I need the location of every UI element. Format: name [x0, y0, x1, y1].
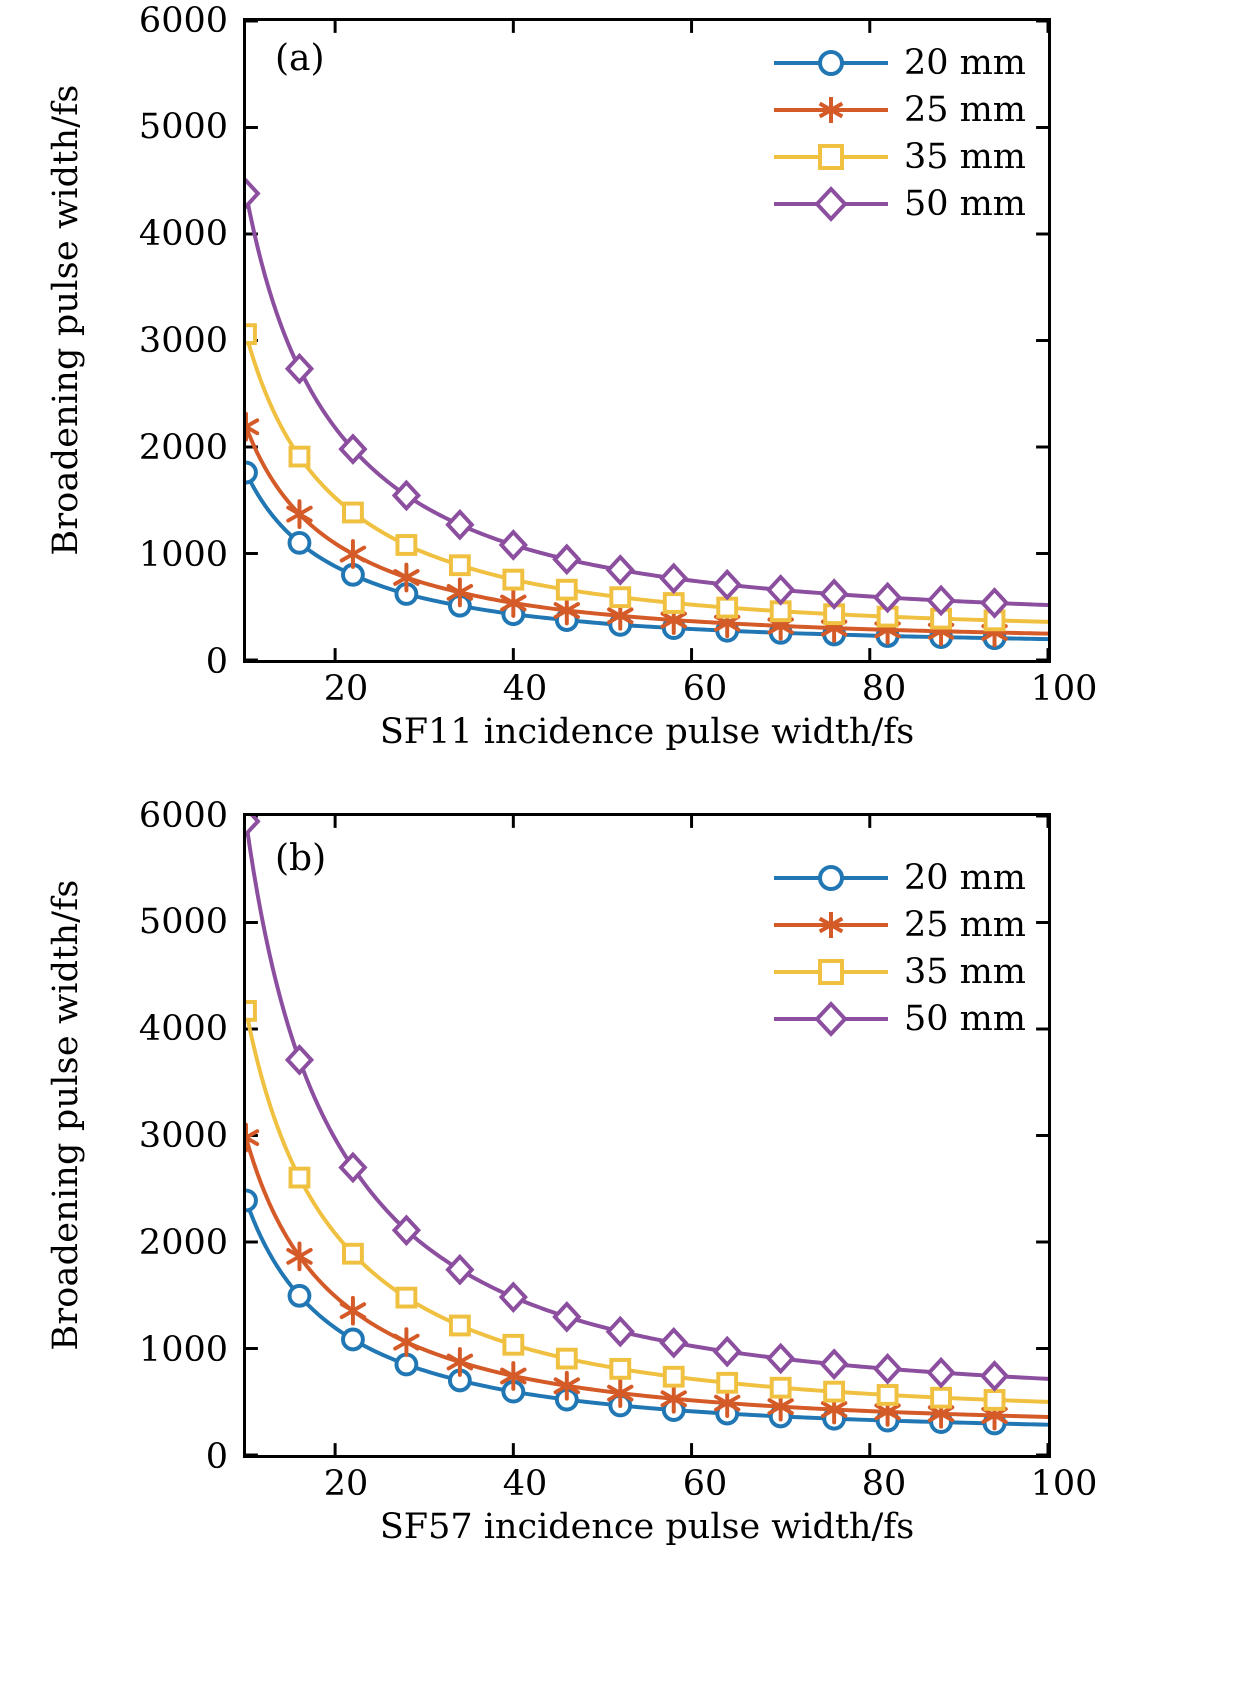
panel-tag-a: (a) [275, 38, 325, 79]
legend-item [772, 854, 1026, 901]
y-tick-label: 1000 [138, 535, 228, 575]
y-tick-label: 4000 [138, 214, 228, 254]
legend-item [772, 133, 1026, 180]
legend-sample-35mm [772, 137, 890, 177]
legend-b [766, 848, 1036, 1048]
legend-item [772, 39, 1026, 86]
legend-item [772, 901, 1026, 948]
legend-label: 35 mm [903, 136, 1026, 177]
y-tick-label: 2000 [138, 428, 228, 468]
x-tick-label: 60 [682, 669, 728, 709]
x-tick-label: 60 [682, 1464, 728, 1504]
legend-sample-20mm [772, 858, 890, 898]
x-tick-label: 20 [323, 669, 369, 709]
legend-item [772, 995, 1026, 1042]
y-axis-label-b: Broadening pulse width/fs [46, 879, 86, 1351]
panel-tag-b: (b) [275, 838, 327, 879]
legend-sample-50mm [772, 999, 890, 1039]
legend-sample-25mm [772, 90, 890, 130]
legend-sample-35mm [772, 952, 890, 992]
legend-sample-20mm [772, 43, 890, 83]
x-axis-label-a: SF11 incidence pulse width/fs [379, 712, 915, 752]
y-tick-label: 0 [205, 1437, 228, 1477]
legend-label: 50 mm [903, 183, 1026, 224]
legend-item [772, 948, 1026, 995]
y-axis-label-a: Broadening pulse width/fs [46, 84, 86, 556]
legend-label: 50 mm [903, 998, 1026, 1039]
y-tick-label: 3000 [138, 321, 228, 361]
x-tick-label: 80 [861, 1464, 907, 1504]
x-axis-label-b: SF57 incidence pulse width/fs [379, 1507, 915, 1547]
plot-area-b [243, 813, 1051, 1458]
legend-label: 25 mm [903, 904, 1026, 945]
x-tick-label: 80 [861, 669, 907, 709]
y-tick-label: 3000 [138, 1116, 228, 1156]
x-tick-label: 20 [323, 1464, 369, 1504]
legend-sample-25mm [772, 905, 890, 945]
legend-item [772, 180, 1026, 227]
x-tick-label: 100 [1030, 1464, 1098, 1504]
y-tick-label: 5000 [138, 902, 228, 942]
legend-label: 20 mm [903, 857, 1026, 898]
legend-a [766, 33, 1036, 233]
x-tick-label: 40 [502, 669, 548, 709]
x-tick-label: 100 [1030, 669, 1098, 709]
x-tick-label: 40 [502, 1464, 548, 1504]
y-tick-label: 6000 [138, 796, 228, 836]
legend-item [772, 86, 1026, 133]
legend-sample-50mm [772, 184, 890, 224]
y-tick-label: 0 [205, 642, 228, 682]
y-tick-label: 6000 [138, 1, 228, 41]
y-tick-label: 2000 [138, 1223, 228, 1263]
y-tick-label: 5000 [138, 107, 228, 147]
chart-panel-a [0, 0, 1260, 800]
legend-label: 25 mm [903, 89, 1026, 130]
legend-label: 20 mm [903, 42, 1026, 83]
y-tick-label: 1000 [138, 1330, 228, 1370]
legend-label: 35 mm [903, 951, 1026, 992]
chart-panel-b [0, 795, 1260, 1595]
y-tick-label: 4000 [138, 1009, 228, 1049]
plot-area-a [243, 18, 1051, 663]
